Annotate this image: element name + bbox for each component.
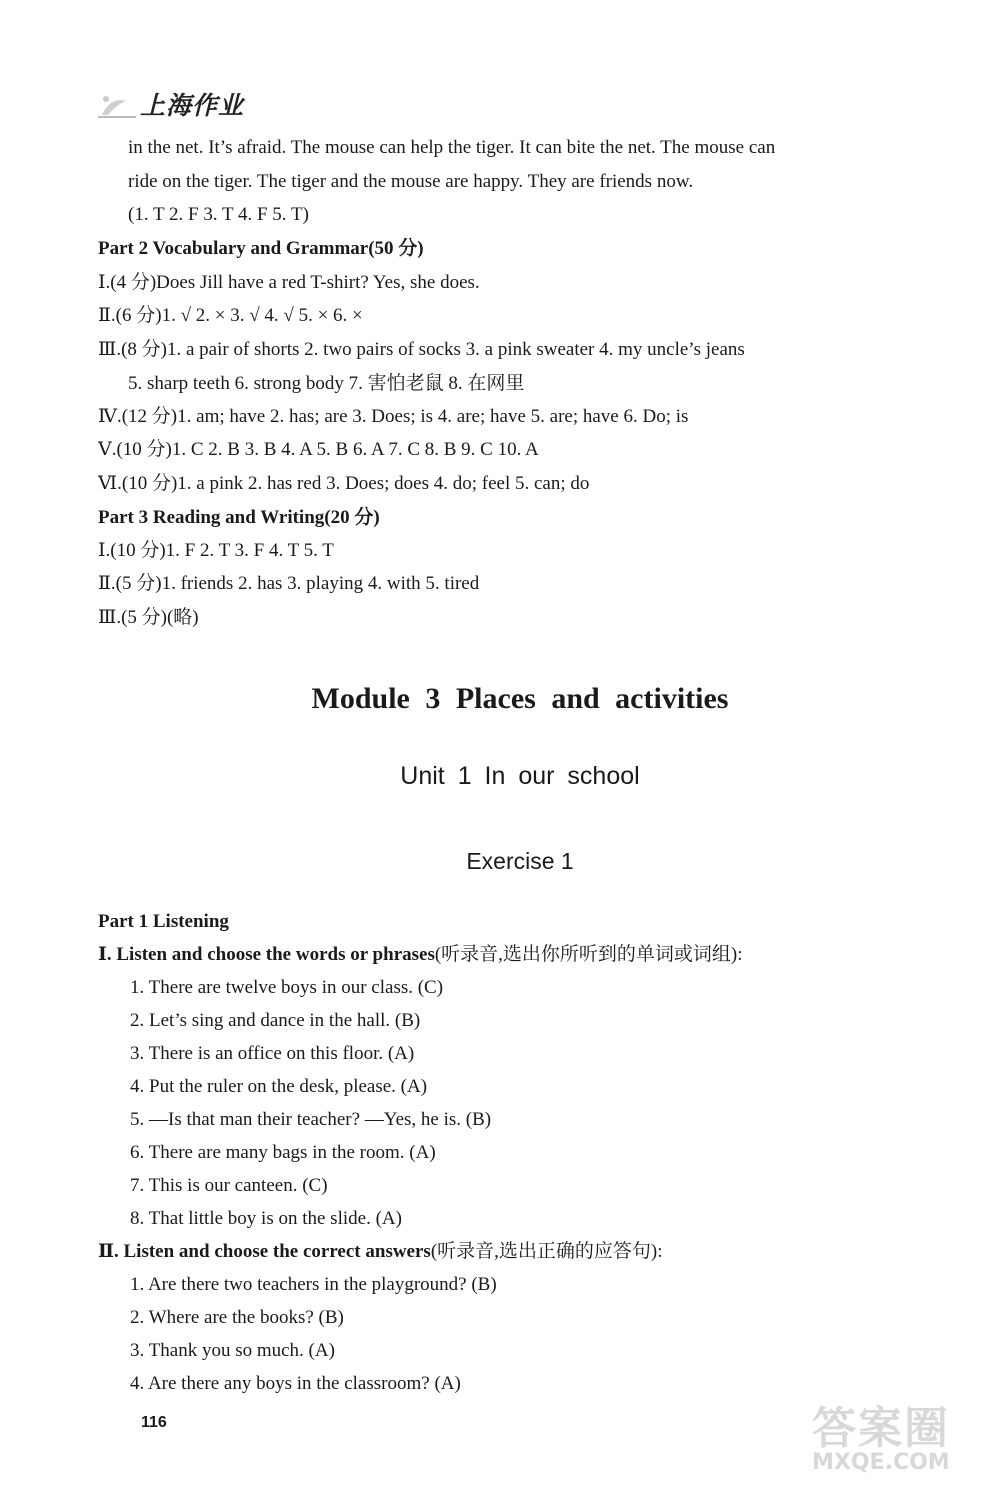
leaf-logo-icon <box>96 87 144 121</box>
part1-heading: Part 1 Listening <box>98 911 229 932</box>
list-item: 2. Where are the books? (B) <box>130 1307 344 1328</box>
list-item: 8. That little boy is on the slide. (A) <box>130 1208 402 1229</box>
answer-line: (1. T 2. F 3. T 4. F 5. T) <box>128 204 309 225</box>
page-number: 116 <box>141 1414 167 1431</box>
answer-line: 5. sharp teeth 6. strong body 7. 害怕老鼠 8. 在网里 <box>128 373 525 394</box>
section2-heading: Ⅱ. Listen and choose the correct answers(听录音,选出正确的应答句): <box>98 1241 663 1262</box>
unit-title: Unit 1 In our school <box>400 762 640 790</box>
list-item: 4. Put the ruler on the desk, please. (A) <box>130 1076 428 1097</box>
part3-heading: Part 3 Reading and Writing(20 分) <box>98 507 380 528</box>
answer-line: Ⅴ.(10 分)1. C 2. B 3. B 4. A 5. B 6. A 7. C 8. B 9. C 10. A <box>98 439 539 460</box>
list-item: 7. This is our canteen. (C) <box>130 1175 328 1196</box>
watermark <box>812 1392 992 1488</box>
list-item: 5. —Is that man their teacher? —Yes, he is. (B) <box>130 1109 492 1130</box>
watermark-top-text: 答案圈 <box>812 1403 950 1454</box>
part2-heading: Part 2 Vocabulary and Grammar(50 分) <box>98 238 424 259</box>
answer-line: Ⅵ.(10 分)1. a pink 2. has red 3. Does; does 4. do; feel 5. can; do <box>98 473 590 494</box>
answer-line: Ⅱ.(5 分)1. friends 2. has 3. playing 4. with 5. tired <box>98 573 480 594</box>
exercise-title: Exercise 1 <box>466 848 574 874</box>
list-item: 2. Let’s sing and dance in the hall. (B) <box>130 1010 421 1031</box>
answer-line: Ⅲ.(8 分)1. a pair of shorts 2. two pairs of socks 3. a pink sweater 4. my uncle’s jeans <box>98 339 745 360</box>
list-item: 1. Are there two teachers in the playground? (B) <box>130 1274 497 1295</box>
answer-line: Ⅲ.(5 分)(略) <box>98 607 199 628</box>
module-title: Module 3 Places and activities <box>311 682 729 715</box>
paragraph-line: in the net. It’s afraid. The mouse can help the tiger. It can bite the net. The mouse can <box>128 137 776 158</box>
list-item: 4. Are there any boys in the classroom? (A) <box>130 1373 461 1394</box>
answer-line: Ⅱ.(6 分)1. √ 2. × 3. √ 4. √ 5. × 6. × <box>98 305 363 326</box>
section1-heading: Ⅰ. Listen and choose the words or phrases(听录音,选出你所听到的单词或词组): <box>98 944 743 965</box>
list-item: 1. There are twelve boys in our class. (C) <box>130 977 444 998</box>
answer-line: Ⅰ.(10 分)1. F 2. T 3. F 4. T 5. T <box>98 540 334 561</box>
answer-line: Ⅳ.(12 分)1. am; have 2. has; are 3. Does; is 4. are; have 5. are; have 6. Do; is <box>98 406 689 427</box>
header-logo <box>96 84 244 124</box>
answer-line: Ⅰ.(4 分)Does Jill have a red T-shirt? Yes, she does. <box>98 272 480 293</box>
list-item: 6. There are many bags in the room. (A) <box>130 1142 436 1163</box>
list-item: 3. There is an office on this floor. (A) <box>130 1043 415 1064</box>
watermark-bottom-text: MXQE.COM <box>812 1450 950 1475</box>
header-logo-text: 上海作业 <box>140 91 245 120</box>
list-item: 3. Thank you so much. (A) <box>130 1340 335 1361</box>
paragraph-line: ride on the tiger. The tiger and the mouse are happy. They are friends now. <box>128 171 694 192</box>
